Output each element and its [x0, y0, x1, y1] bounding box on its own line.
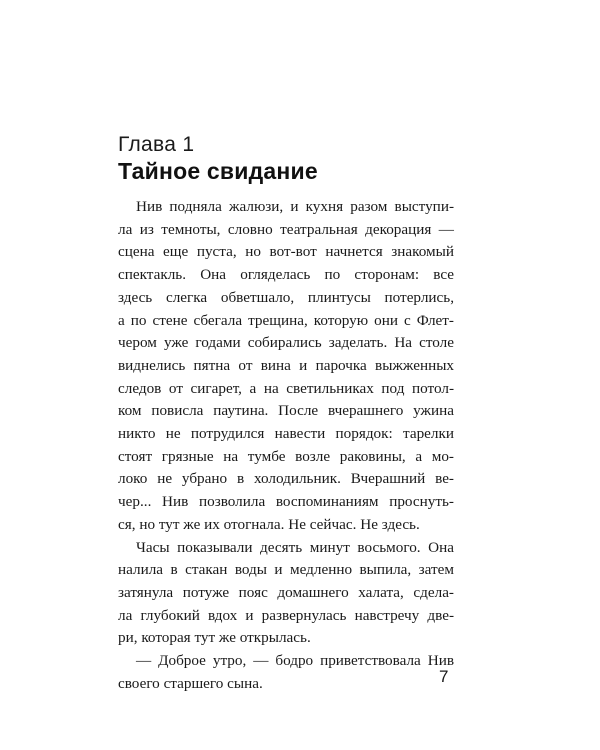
text-line: ся, но тут же их отогнала. Не сейчас. Не здесь.: [118, 515, 420, 533]
text-line: здесь слегка обветшало, плинтусы потерлись,: [118, 288, 454, 306]
text-line: чер... Нив позволила воспоминаниям проснуть-: [118, 493, 454, 511]
text-line: ла глубокий вдох и развернулась навстречу две-: [118, 606, 454, 624]
text-line: стоят грязные на тумбе возле раковины, а мо-: [118, 447, 454, 465]
text-line: ри, которая тут же открылась.: [118, 629, 311, 647]
chapter-title: Тайное свидание: [118, 158, 318, 184]
text-line: никто не потрудился навести порядок: тарелки: [118, 425, 454, 443]
paragraph-2: [118, 537, 454, 651]
text-line: следов от сигарет, а на светильниках под потол-: [118, 379, 454, 397]
paragraph-1: [118, 196, 454, 537]
paragraph-3: [118, 650, 454, 695]
text-line: своего старшего сына.: [118, 674, 263, 692]
text-line: локо не убрано в холодильник. Вчерашний ве-: [118, 470, 454, 488]
text-line: Часы показывали десять минут восьмого. Она: [136, 538, 454, 556]
text-line: ком повисла паутина. После вчерашнего ужина: [118, 402, 454, 420]
text-line: сцена еще пуста, но вот-вот начнется знакомый: [118, 243, 454, 261]
text-line: виднелись пятна от вина и парочка выжженных: [118, 356, 454, 374]
text-line: затянула потуже пояс домашнего халата, сдела-: [118, 583, 454, 601]
text-line: спектакль. Она огляделась по сторонам: все: [118, 266, 454, 284]
text-line: ла из темноты, словно театральная декорация —: [118, 220, 454, 238]
text-line: Нив подняла жалюзи, и кухня разом выступи-: [136, 198, 454, 215]
text-line: — Доброе утро, — бодро приветствовала Нив: [136, 652, 454, 670]
chapter-label: Глава 1: [118, 133, 195, 156]
body-text: [118, 196, 454, 695]
text-line: чером уже годами собирались заделать. На столе: [118, 334, 454, 352]
page-number: 7: [439, 667, 449, 686]
text-line: а по стене сбегала трещина, которую они с Флет-: [118, 311, 454, 329]
text-line: налила в стакан воды и медленно выпила, затем: [118, 561, 454, 579]
